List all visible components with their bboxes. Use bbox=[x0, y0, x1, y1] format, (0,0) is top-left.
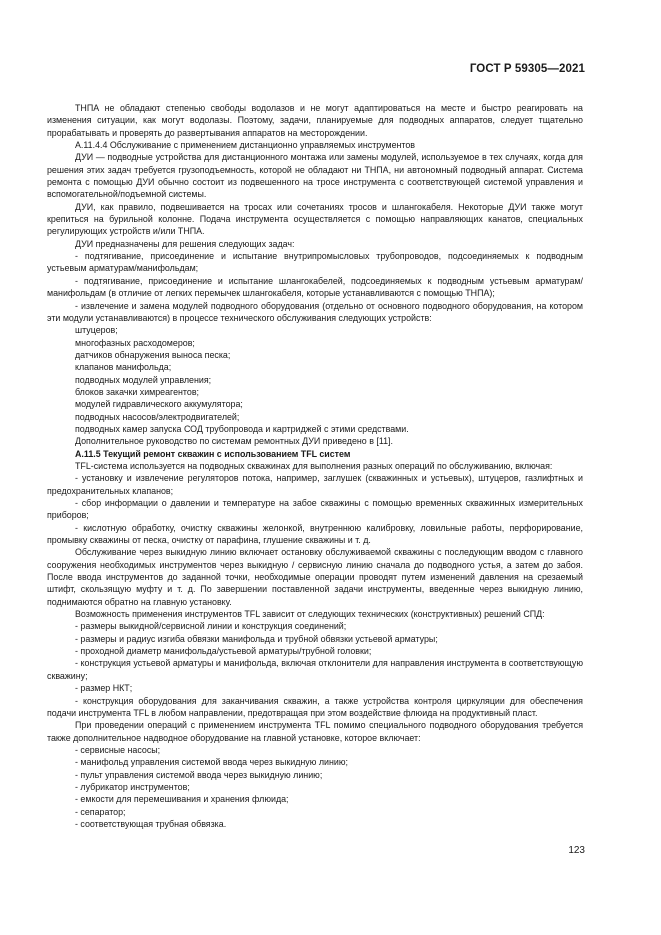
paragraph: ДУИ, как правило, подвешивается на тросах или сочетаниях тросов и шлангокабеля. Некоторые ДУИ также могут крепиться на бурильной колонне. Подача инструмента осуществляется с помощью направляющих канатов, специальных регулирующих устройств и/или ТНПА. bbox=[47, 201, 583, 237]
paragraph: - сбор информации о давлении и температуре на забое скважины с помощью временных скважинных измерительных приборов; bbox=[47, 498, 583, 521]
paragraph: - извлечение и замена модулей подводного оборудования (отдельно от основного подводного оборудования, на котором эти модули устанавливаются) в процессе технического обслуживания следующих устройств: bbox=[47, 300, 583, 323]
paragraph: - емкости для перемешивания и хранения флюида; bbox=[75, 794, 289, 805]
paragraph: - установку и извлечение регуляторов потока, например, заглушек (скважинных и устьевых), штуцеров, газлифтных и предохранительных клапанов; bbox=[47, 473, 583, 496]
paragraph: подводных насосов/электродвигателей; bbox=[75, 411, 240, 422]
paragraph: клапанов манифольда; bbox=[75, 362, 172, 373]
paragraph: - конструкция устьевой арматуры и манифольда, включая отклонители для направления инструмента в соответствующую скважину; bbox=[47, 658, 583, 681]
paragraph: - конструкция оборудования для заканчивания скважин, а также устройства контроля циркуляции для обеспечения подачи инструмента TFL в любом направлении, предотвращая при этом воздействие флюида на продуктивный пласт. bbox=[47, 695, 583, 718]
paragraph: - размеры и радиус изгиба обвязки манифольда и трубной обвязки устьевой арматуры; bbox=[75, 633, 438, 644]
paragraph: - соответствующая трубная обвязка. bbox=[75, 818, 227, 829]
document-header-code: ГОСТ Р 59305—2021 bbox=[469, 63, 585, 75]
paragraph: модулей гидравлического аккумулятора; bbox=[75, 399, 243, 410]
paragraph: ТНПА не обладают степенью свободы водолазов и не могут адаптироваться на месте и быстро реагировать на изменения ситуации, как могут водолазы. Поэтому, задачи, планируемые для подводных аппаратов, следует тщательно прорабатывать и проверять до развертывания аппаратов на месторождении. bbox=[47, 103, 583, 138]
paragraph: многофазных расходомеров; bbox=[75, 337, 195, 348]
paragraph: Возможность применения инструментов TFL зависит от следующих технических (конструктивных) решений СПД: bbox=[75, 609, 545, 620]
paragraph: - кислотную обработку, очистку скважины желонкой, внутреннюю калибровку, ловильные работы, перфорирование, промывку скважины от песка, очистку от парафина, глушение скважины и т. д. bbox=[47, 522, 583, 546]
paragraph: блоков закачки химреагентов; bbox=[75, 386, 200, 397]
paragraph: - манифольд управления системой ввода через выкидную линию; bbox=[75, 757, 348, 768]
paragraph: ДУИ предназначены для решения следующих задач: bbox=[75, 238, 295, 249]
paragraph: - лубрикатор инструментов; bbox=[75, 781, 190, 792]
paragraph: TFL-система используется на подводных скважинах для выполнения разных операций по обслуживанию, включая: bbox=[75, 460, 553, 471]
document-body bbox=[47, 102, 583, 830]
paragraph: - сепаратор; bbox=[75, 806, 126, 817]
section-heading: А.11.5 Текущий ремонт скважин с использованием TFL систем bbox=[75, 448, 351, 459]
paragraph: Дополнительное руководство по системам ремонтных ДУИ приведено в [11]. bbox=[75, 436, 393, 447]
paragraph: А.11.4.4 Обслуживание с применением дистанционно управляемых инструментов bbox=[75, 140, 416, 151]
page-number: 123 bbox=[568, 845, 585, 856]
paragraph: - подтягивание, присоединение и испытание внутрипромысловых трубопроводов, подсоединяемых к подводным устьевым арматурам/манифольдам; bbox=[47, 251, 583, 274]
paragraph: При проведении операций с применением инструмента TFL помимо специального подводного оборудования требуется также дополнительное надводное оборудование на главной установке, которое включает: bbox=[47, 720, 583, 743]
paragraph: Обслуживание через выкидную линию включает остановку обслуживаемой скважины с последующим вводом с главного сооружения необходимых инструментов через выкидную / сервисную линию сначала до подводного устья, а затем до забоя. После ввода инструментов до заданной точки, необходимые операции проводят путем изменений давления на срезаемый штифт, скользящую муфту и т. д. По завершении поставленной задачи инструменты, введенные через выкидную линию, поднимаются обратно на главную установку. bbox=[47, 547, 583, 607]
paragraph: - проходной диаметр манифольда/устьевой арматуры/трубной головки; bbox=[75, 646, 372, 657]
paragraph: - подтягивание, присоединение и испытание шлангокабелей, подсоединяемых к подводным устьевым арматурам/манифольдам (в отличие от легких перемычек шлангокабеля, которые устанавливаются с помощью ТНПА); bbox=[47, 275, 583, 299]
paragraph: - пульт управления системой ввода через выкидную линию; bbox=[75, 769, 323, 780]
paragraph: - размер НКТ; bbox=[75, 683, 133, 694]
paragraph: ДУИ — подводные устройства для дистанционного монтажа или замены модулей, используемое в тех случаях, когда для решения этих задач требуется грузоподъемность, которой не обладают ни ТНПА, ни автономный подводный аппарат. Система ремонта с помощью ДУИ обычно состоит из подвешенного на тросе инструмента с соответствующей системой управления и вспомогательной/подъемной системы. bbox=[47, 152, 583, 200]
paragraph: подводных модулей управления; bbox=[75, 374, 212, 385]
paragraph: - размеры выкидной/сервисной линии и конструкция соединений; bbox=[75, 621, 347, 632]
paragraph: - сервисные насосы; bbox=[75, 744, 161, 755]
paragraph: штуцеров; bbox=[75, 325, 118, 336]
paragraph: датчиков обнаружения выноса песка; bbox=[75, 349, 231, 360]
paragraph: подводных камер запуска СОД трубопровода и картриджей с этими средствами. bbox=[75, 423, 409, 434]
